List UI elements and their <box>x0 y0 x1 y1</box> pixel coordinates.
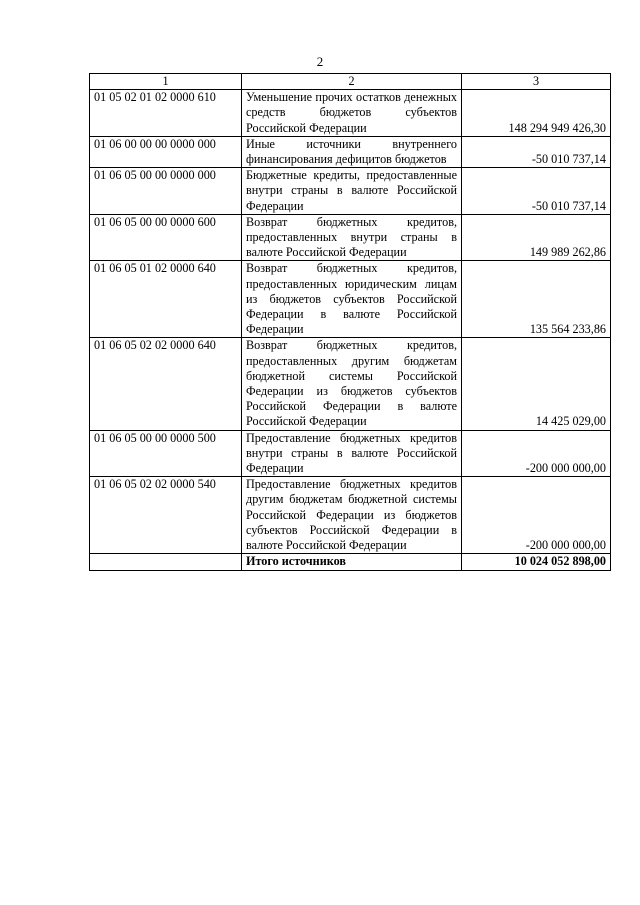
row-code: 01 06 05 00 00 0000 500 <box>90 430 242 477</box>
row-name: Предоставление бюджетных кредитов внутри страны в валюте Российской Федерации <box>242 430 462 477</box>
row-amount: 148 294 949 426,30 <box>462 90 611 137</box>
row-code: 01 06 05 00 00 0000 600 <box>90 214 242 261</box>
table-row <box>90 338 611 430</box>
header-row <box>90 74 611 90</box>
table-row <box>90 136 611 167</box>
row-code: 01 06 05 00 00 0000 000 <box>90 168 242 215</box>
table-row <box>90 90 611 137</box>
header-col-2: 2 <box>242 74 462 90</box>
total-amount: 10 024 052 898,00 <box>462 554 611 570</box>
header-col-3: 3 <box>462 74 611 90</box>
row-code: 01 06 05 01 02 0000 640 <box>90 261 242 338</box>
total-row <box>90 554 611 570</box>
table-row <box>90 261 611 338</box>
row-amount: 135 564 233,86 <box>462 261 611 338</box>
row-amount: -50 010 737,14 <box>462 136 611 167</box>
table-row <box>90 477 611 554</box>
header-col-1: 1 <box>90 74 242 90</box>
row-code: 01 05 02 01 02 0000 610 <box>90 90 242 137</box>
row-amount: -200 000 000,00 <box>462 430 611 477</box>
total-code <box>90 554 242 570</box>
table-row <box>90 430 611 477</box>
row-amount: -200 000 000,00 <box>462 477 611 554</box>
row-code: 01 06 05 02 02 0000 540 <box>90 477 242 554</box>
page-number: 2 <box>316 54 324 69</box>
row-name: Уменьшение прочих остатков денежных средств бюджетов субъектов Российской Федерации <box>242 90 462 137</box>
row-name: Возврат бюджетных кредитов, предоставленных внутри страны в валюте Российской Федерации <box>242 214 462 261</box>
row-code: 01 06 00 00 00 0000 000 <box>90 136 242 167</box>
sources-table <box>89 73 611 571</box>
table-row <box>90 168 611 215</box>
row-amount: 149 989 262,86 <box>462 214 611 261</box>
row-amount: 14 425 029,00 <box>462 338 611 430</box>
row-amount: -50 010 737,14 <box>462 168 611 215</box>
row-name: Возврат бюджетных кредитов, предоставленных другим бюджетам бюджетной системы Российской Федерации из бюджетов субъектов Российской Федерации в валюте Российской Федерации <box>242 338 462 430</box>
table-row <box>90 214 611 261</box>
row-name: Предоставление бюджетных кредитов другим бюджетам бюджетной системы Российской Федерации из бюджетов субъектов Российской Федерации в валюте Российской Федерации <box>242 477 462 554</box>
row-name: Иные источники внутреннего финансирования дефицитов бюджетов <box>242 136 462 167</box>
row-code: 01 06 05 02 02 0000 640 <box>90 338 242 430</box>
total-label: Итого источников <box>242 554 462 570</box>
row-name: Возврат бюджетных кредитов, предоставленных юридическим лицам из бюджетов субъектов Российской Федерации в валюте Российской Федерации <box>242 261 462 338</box>
row-name: Бюджетные кредиты, предоставленные внутри страны в валюте Российской Федерации <box>242 168 462 215</box>
